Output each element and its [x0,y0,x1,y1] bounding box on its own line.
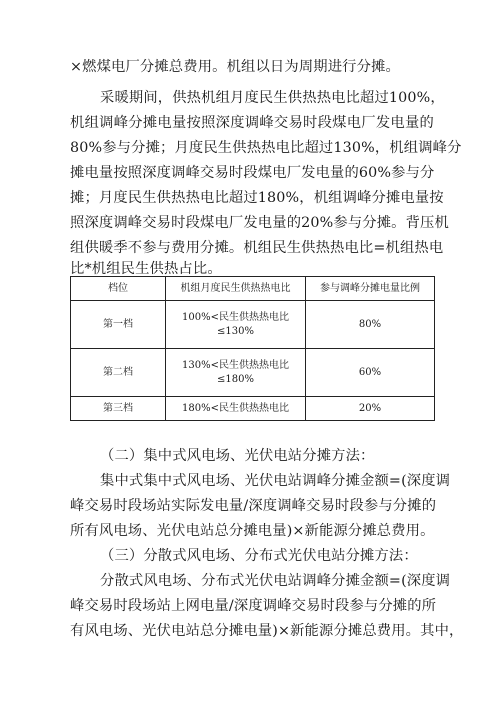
tier-cell: 第二档 [71,349,166,397]
paragraph-line: 峰交易时段场站上网电量/深度调峰交易时段参与分摊的所 [70,598,437,614]
paragraph-line: 照深度调峰交易时段煤电厂发电量的20%参与分摊。背压机 [70,215,449,231]
paragraph-line: 比*机组民生供热占比。 [70,261,222,277]
paragraph-line: 分散式风电场、分布式光伏电站调峰分摊金额=(深度调 [100,573,451,589]
table-row [71,397,435,421]
range-text: ≤130% [217,325,254,337]
range-text: 100%<民生供热热电比 [182,311,289,323]
section-heading: （三）分散式风电场、分布式光伏电站分摊方法： [100,548,418,564]
ratio-cell: 60% [306,349,435,397]
paragraph-line: 采暖期间，供热机组月度民生供热热电比超过100%， [100,90,445,106]
tier-cell: 第三档 [71,397,166,421]
section-heading: （二）集中式风电场、光伏电站分摊方法： [100,448,375,464]
table-header-row [71,277,435,301]
range-text: 130%<民生供热热电比 [182,359,289,371]
range-cell [166,349,306,397]
range-text: ≤180% [217,373,254,385]
paragraph-line: 80%参与分摊；月度民生供热热电比超过130%，机组调峰分 [70,140,462,156]
paragraph-line: 集中式集中式风电场、光伏电站调峰分摊金额=(深度调 [100,473,451,489]
paragraph-line: ×燃煤电厂分摊总费用。机组以日为周期进行分摊。 [70,59,400,75]
paragraph-line: 摊电量按照深度调峰交易时段煤电厂发电量的60%参与分 [70,165,435,181]
table-header-cell: 机组月度民生供热热电比 [166,277,306,301]
table-header-cell: 参与调峰分摊电量比例 [306,277,435,301]
table-row [71,301,435,349]
range-cell: 180%<民生供热热电比 [166,397,306,421]
paragraph-line: 所有风电场、光伏电站总分摊电量)×新能源分摊总费用。 [70,523,435,539]
range-cell [166,301,306,349]
tier-cell: 第一档 [71,301,166,349]
paragraph-line: 峰交易时段场站实际发电量/深度调峰交易时段参与分摊的 [70,498,437,514]
paragraph-line: 摊；月度民生供热热电比超过180%，机组调峰分摊电量按 [70,190,444,206]
paragraph-line: 有风电场、光伏电站总分摊电量)×新能源分摊总费用。其中， [70,623,464,639]
paragraph-line: 组供暖季不参与费用分摊。机组民生供热热电比=机组热电 [70,240,444,256]
tier-table [70,276,435,421]
table-row [71,349,435,397]
ratio-cell: 20% [306,397,435,421]
ratio-cell: 80% [306,301,435,349]
table-header-cell: 档位 [71,277,166,301]
paragraph-line: 机组调峰分摊电量按照深度调峰交易时段煤电厂发电量的 [70,115,434,131]
